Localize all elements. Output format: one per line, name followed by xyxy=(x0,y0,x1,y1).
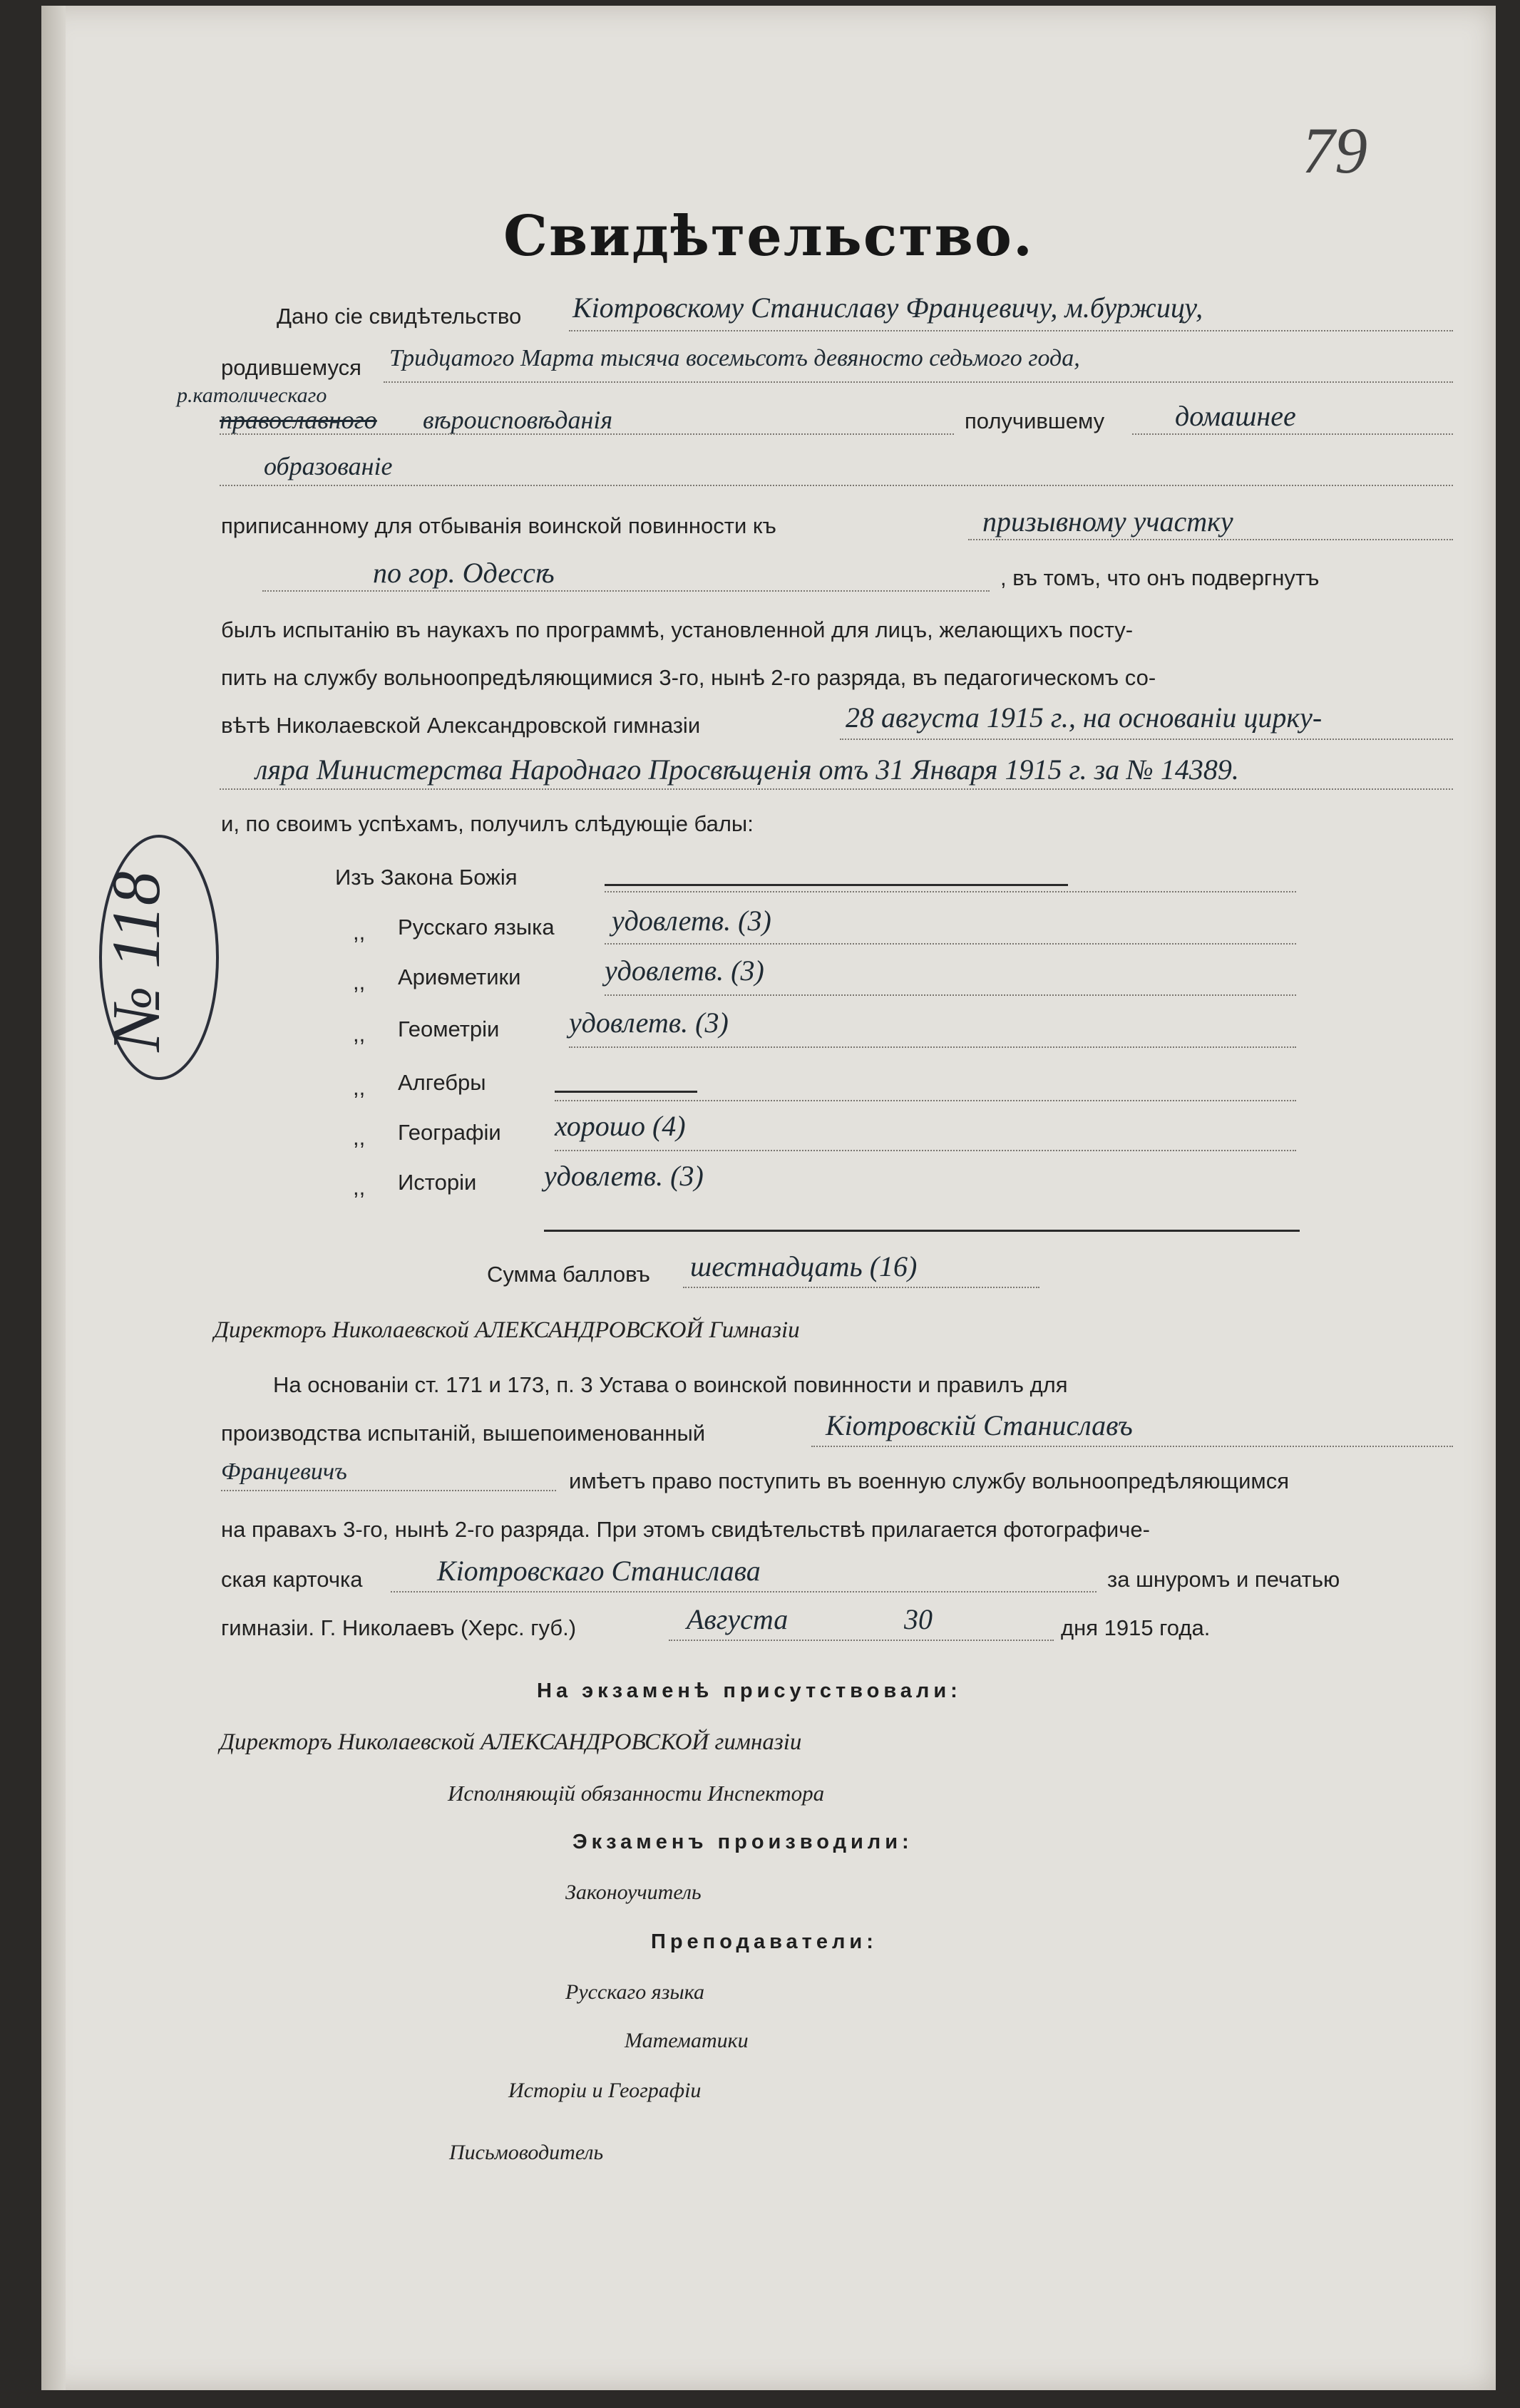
certificate-page xyxy=(41,6,1496,2390)
basis-line-2: производства испытаній, вышепоименованный xyxy=(221,1421,706,1446)
basis-line-3: имѣетъ право поступить въ военную службу вольноопредѣляющимся xyxy=(569,1468,1289,1493)
ditto-mark: ,, xyxy=(353,1022,366,1046)
subject-grade: удовлетв. (3) xyxy=(605,955,764,987)
draft-district: призывному участку xyxy=(982,505,1233,537)
date-day: 30 xyxy=(904,1603,933,1635)
basis-line-5a: ская карточка xyxy=(221,1567,363,1592)
subject-grade: удовлетв. (3) xyxy=(612,905,771,937)
faith-struck: православного xyxy=(220,406,377,434)
ditto-mark: ,, xyxy=(353,1125,366,1150)
basis-line-6a: гимназіи. Г. Николаевъ (Херс. губ.) xyxy=(221,1615,577,1640)
birth-date: Тридцатого Марта тысяча восемьсотъ девяносто седьмого года, xyxy=(389,345,1080,371)
ditto-mark: ,, xyxy=(353,1075,366,1100)
registry-stamp xyxy=(91,825,227,1089)
subject-label: Геометріи xyxy=(398,1017,500,1041)
born-prefix: родившемуся xyxy=(221,355,361,380)
subject-label: Географіи xyxy=(398,1120,501,1145)
present-heading: На экзаменѣ присутствовали: xyxy=(537,1679,962,1702)
received-prefix: получившему xyxy=(965,408,1105,433)
sum-label: Сумма балловъ xyxy=(487,1262,650,1287)
subject-grade: хорошо (4) xyxy=(555,1110,686,1142)
assigned-text: приписанному для отбыванія воинской повинности къ xyxy=(221,513,776,538)
exam-date: 28 августа 1915 г., на основаніи цирку- xyxy=(846,701,1323,734)
date-month: Августа xyxy=(687,1603,789,1635)
subject-label: Ариѳметики xyxy=(398,964,521,989)
subject-label: Алгебры xyxy=(398,1070,486,1095)
teacher-russian: Русскаго языка xyxy=(565,1980,705,2004)
basis-line-1: На основаніи ст. 171 и 173, п. 3 Устава о воинской повинности и правилъ для xyxy=(273,1372,1068,1397)
teachers-heading: Преподаватели: xyxy=(651,1930,878,1953)
subject-grade: удовлетв. (3) xyxy=(544,1160,704,1192)
faith-inserted: р.католическаго xyxy=(177,384,327,407)
education-word: образованіе xyxy=(264,452,393,480)
recipient-name: Кіотровскому Станиславу Францевичу, м.буржицу, xyxy=(572,292,1203,324)
paragraph-line-1: былъ испытанію въ наукахъ по программѣ, установленной для лицъ, желающихъ посту- xyxy=(221,617,1134,642)
in-that-text: , въ томъ, что онъ подвергнутъ xyxy=(1000,565,1320,590)
paragraph-line-5: и, по своимъ успѣхамъ, получилъ слѣдующіе балы: xyxy=(221,811,754,836)
subject-label: Исторіи xyxy=(398,1170,477,1195)
education-type: домашнее xyxy=(1175,400,1296,432)
subject-grade: удовлетв. (3) xyxy=(569,1007,729,1039)
page-number: 79 xyxy=(1302,114,1367,187)
law-teacher: Законоучитель xyxy=(565,1880,702,1904)
present-inspector: Исполняющій обязанности Инспектора xyxy=(448,1781,825,1806)
ditto-mark: ,, xyxy=(353,969,366,994)
basis-line-4: на правахъ 3-го, нынѣ 2-го разряда. При этомъ свидѣтельствѣ прилагается фотографиче- xyxy=(221,1517,1150,1542)
clerk: Письмоводитель xyxy=(449,2141,604,2164)
basis-line-6b: дня 1915 года. xyxy=(1061,1615,1211,1640)
basis-line-5b: за шнуромъ и печатью xyxy=(1107,1567,1340,1592)
basis-name: Кіотровскій Станиславъ xyxy=(826,1409,1133,1441)
given-prefix: Дано сіе свидѣтельство xyxy=(277,304,522,329)
subject-label: Изъ Закона Божія xyxy=(335,865,518,890)
exam-heading: Экзаменъ производили: xyxy=(572,1831,913,1853)
city: по гор. Одессѣ xyxy=(373,557,555,589)
basis-patronymic: Францевичъ xyxy=(221,1458,347,1485)
photo-name: Кіотровскаго Станислава xyxy=(437,1555,761,1587)
document-title: Свидѣтельство. xyxy=(503,204,1034,269)
teacher-history: Исторіи и Географіи xyxy=(508,2079,702,2102)
circular-ref: ляра Министерства Народнаго Просвѣщенія отъ 31 Января 1915 г. за № 14389. xyxy=(255,753,1239,786)
paragraph-line-2: пить на службу вольноопредѣляющимися 3-го, нынѣ 2-го разряда, въ педагогическомъ со- xyxy=(221,665,1156,690)
director-line: Директоръ Николаевской АЛЕКСАНДРОВСКОЙ Гимназіи xyxy=(214,1317,800,1343)
teacher-math: Математики xyxy=(625,2029,749,2052)
ditto-mark: ,, xyxy=(353,920,366,945)
stamp-number: № 118 xyxy=(98,871,174,1051)
ditto-mark: ,, xyxy=(353,1175,366,1200)
sum-value: шестнадцать (16) xyxy=(690,1250,918,1282)
subject-label: Русскаго языка xyxy=(398,915,555,940)
present-director: Директоръ Николаевской АЛЕКСАНДРОВСКОЙ гимназіи xyxy=(220,1729,802,1755)
paragraph-line-3: вѣтѣ Николаевской Александровской гимназіи xyxy=(221,713,701,738)
faith-word: вѣроисповѣданія xyxy=(423,406,613,434)
page-edge xyxy=(41,6,66,2390)
